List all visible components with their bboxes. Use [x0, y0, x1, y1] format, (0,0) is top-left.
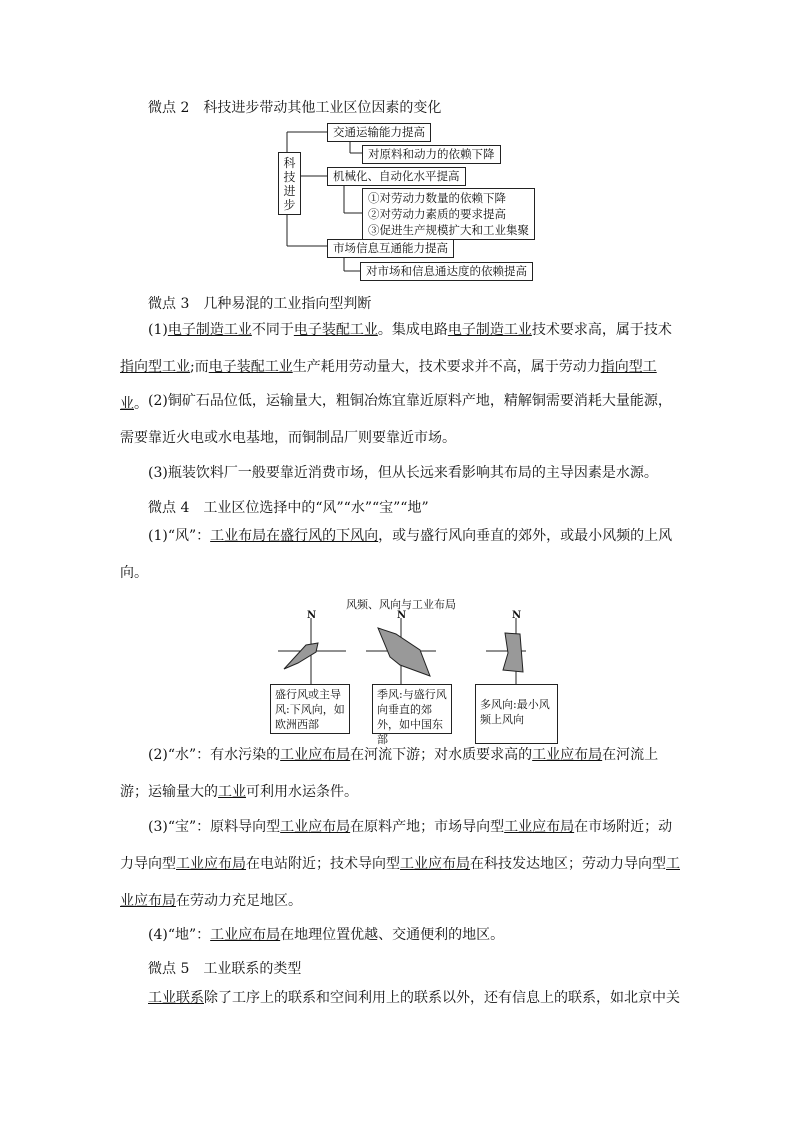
- text-run: 工业应布局: [504, 819, 575, 835]
- micro2-heading: 微点 2 科技进步带动其他工业区位因素的变化: [148, 100, 442, 116]
- micro4-heading: 微点 4 工业区位选择中的“风”“水”“宝”“地”: [148, 500, 429, 516]
- text-run: 在原料产地；市场导向型: [350, 819, 505, 835]
- north-label: N: [397, 610, 407, 621]
- branch-transport-sub: 对原料和动力的依赖下降: [362, 145, 501, 164]
- text-run: 可利用水运条件。: [246, 784, 358, 800]
- tech-progress-char: 科: [283, 156, 296, 170]
- caption-monsoon: 季风:与盛行风向垂直的郊外，如中国东部: [372, 684, 452, 734]
- text-run: 在电站附近；技术导向型: [246, 856, 400, 872]
- text-run: 工业应布局: [400, 856, 470, 872]
- text-run: 电子装配工业: [208, 359, 293, 375]
- text-run: 技术要求高，属于技术: [531, 322, 672, 338]
- caption-multi-wind: 多风向:最小风频上风向: [475, 684, 558, 744]
- text-run: 工业应布局: [210, 927, 281, 943]
- text-run: ，或与盛行风向垂直的郊外，或最小风频的上风向。: [120, 528, 673, 581]
- tech-progress-char: 技: [283, 170, 296, 184]
- text-run: 工业应布局: [532, 747, 603, 763]
- mechanization-sub-item: ①对劳动力数量的依赖下降: [368, 191, 506, 205]
- tech-progress-node: [278, 152, 301, 215]
- micro5-heading: 微点 5 工业联系的类型: [148, 961, 302, 977]
- text-run: 指向型工业: [120, 359, 657, 412]
- micro4-paragraph-land: [120, 917, 680, 954]
- text-run: 工业应布局: [280, 747, 351, 763]
- tech-progress-char: 步: [283, 198, 296, 212]
- micro4-paragraph-wind: [120, 518, 680, 592]
- branch-transport: 交通运输能力提高: [327, 123, 431, 142]
- text-run: 工业应布局: [176, 856, 246, 872]
- micro4-paragraph-water: [120, 737, 680, 811]
- figure-title: 风频、风向与工业布局: [346, 598, 456, 611]
- caption-prevailing-wind: 盛行风或主导风:下风向，如欧洲西部: [270, 684, 350, 734]
- text-run: 指向型工业: [120, 359, 190, 375]
- text-run: (4)“地”：: [148, 927, 211, 943]
- text-run: 电子制造工业: [167, 322, 252, 338]
- text-run: 在市场附近；动力导向型: [120, 819, 673, 872]
- micro3-heading: 微点 3 几种易混的工业指向型判断: [148, 296, 372, 312]
- text-run: 在河流下游；对水质要求高的: [350, 747, 533, 763]
- text-run: 工业应布局: [280, 819, 351, 835]
- text-run: 工业: [218, 784, 246, 800]
- text-run: 工业布局在盛行风的下风向: [210, 528, 379, 544]
- micro3-paragraph-2: (2)铜矿石品位低，运输量大，粗铜冶炼宜靠近原料产地，精解铜需要消耗大量能源，需要靠近火电或水电基地，而铜制品厂则要靠近市场。: [120, 393, 672, 446]
- text-run: 不同于: [251, 322, 294, 338]
- text-run: 在劳动力充足地区。: [176, 893, 302, 909]
- branch-mechanization-subs: [362, 188, 535, 240]
- text-run: 电子制造工业: [447, 322, 532, 338]
- branch-market-info: 市场信息互通能力提高: [327, 239, 454, 258]
- text-run: 在河流上游；运输量大的: [120, 747, 659, 800]
- micro5-paragraph-1: [120, 980, 680, 1017]
- north-label: N: [307, 610, 317, 621]
- branch-market-info-sub: 对市场和信息通达度的依赖提高: [360, 262, 533, 281]
- tech-progress-char: 进: [283, 184, 296, 198]
- micro3-paragraph-3: (3)瓶装饮料厂一般要靠近消费市场，但从长远来看影响其布局的主导因素是水源。: [148, 465, 658, 481]
- text-run: 在科技发达地区；劳动力导向型: [470, 856, 666, 872]
- micro4-paragraph-treasure: [120, 809, 680, 920]
- text-run: 电子装配工业: [293, 322, 378, 338]
- text-run: (1)“风”：: [148, 528, 211, 544]
- text-run: (2)“水”：有水污染的: [148, 747, 281, 763]
- text-run: 在地理位置优越、交通便利的地区。: [280, 927, 505, 943]
- text-run: (1): [148, 322, 168, 338]
- text-run: ;而: [190, 359, 209, 375]
- text-run: 。: [134, 396, 148, 412]
- wind-polygon-prevailing: [284, 643, 318, 669]
- mechanization-sub-item: ③促进生产规模扩大和工业集聚: [368, 223, 529, 237]
- text-run: 生产耗用劳动量大，技术要求并不高，属于劳动力: [292, 359, 601, 375]
- text-run: 工业应布局: [120, 856, 680, 909]
- mechanization-sub-item: ②对劳动力素质的要求提高: [368, 207, 506, 221]
- text-run: 。集成电路: [377, 322, 448, 338]
- wind-polygon-monsoon: [378, 628, 430, 676]
- wind-polygon-multi: [503, 633, 523, 672]
- text-run: (3)“宝”：原料导向型: [148, 819, 281, 835]
- north-label: N: [512, 610, 522, 621]
- branch-mechanization: 机械化、自动化水平提高: [327, 167, 466, 186]
- text-run: 除了工序上的联系和空间利用上的联系以外，还有信息上的联系，如北京中关: [204, 990, 680, 1006]
- text-run: 工业联系: [148, 990, 204, 1006]
